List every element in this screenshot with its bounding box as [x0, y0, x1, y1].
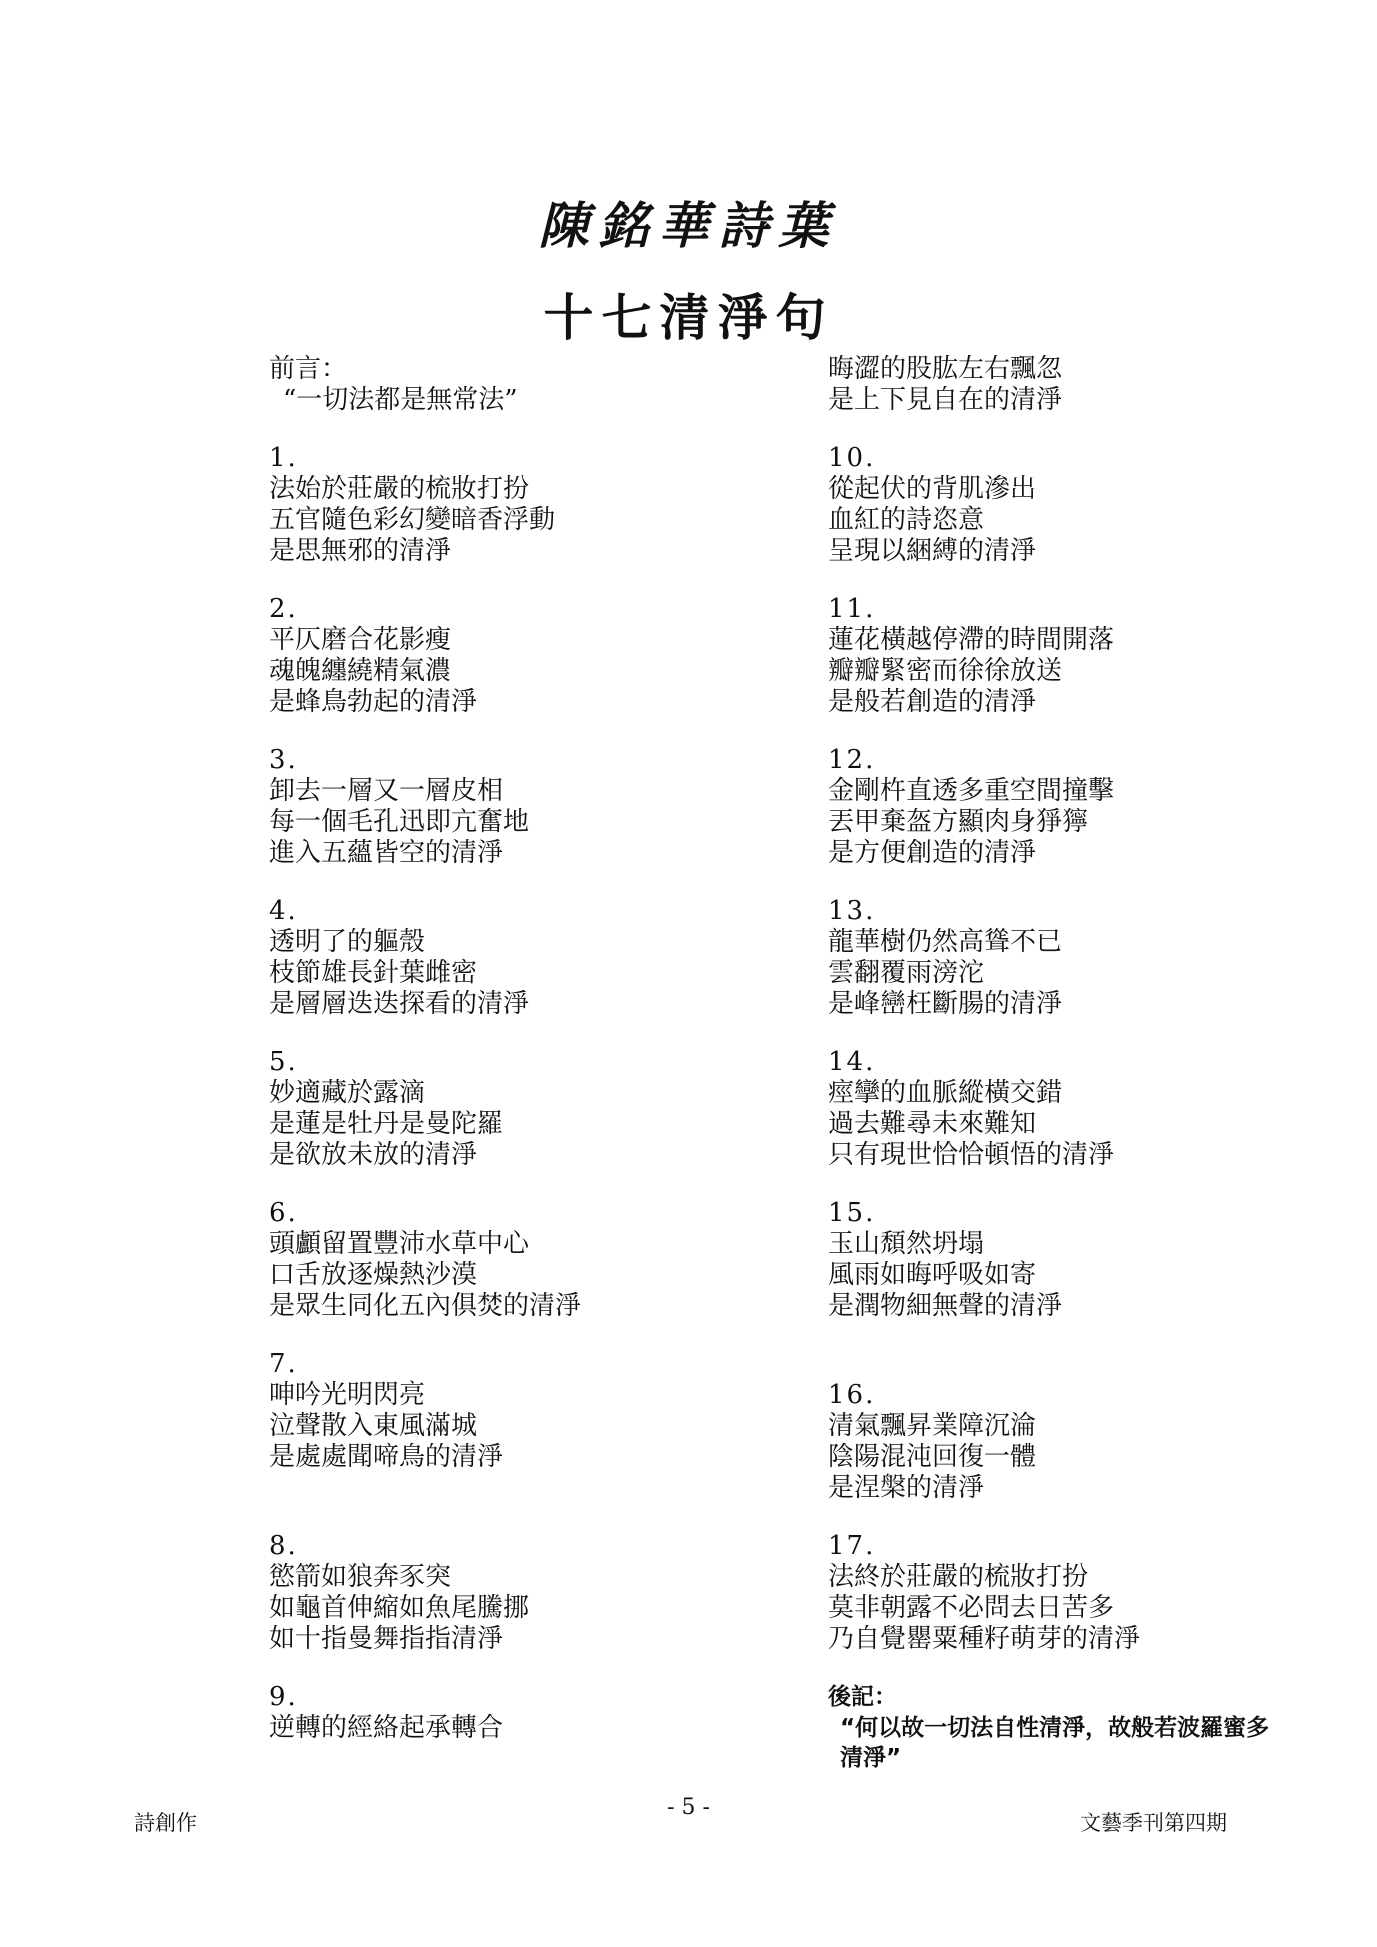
- stanza-number: 11.: [828, 594, 876, 624]
- stanza-number: 3.: [269, 745, 298, 775]
- stanza: [269, 745, 789, 869]
- stanza-line: 每一個毛孔迅即亢奮地: [269, 807, 530, 837]
- stanza-line: 清氣飄昇業障沉淪: [828, 1411, 1037, 1441]
- stanza: [269, 594, 789, 718]
- stanza-line: 陰陽混沌回復一體: [828, 1442, 1037, 1472]
- stanza-line: 呻吟光明閃亮: [269, 1380, 426, 1410]
- stanza-number: 14.: [828, 1047, 876, 1077]
- stanza-line: 是上下見自在的清淨: [828, 385, 1063, 415]
- stanza-line: 妙適藏於露滴: [269, 1078, 426, 1108]
- stanza-line: 進入五蘊皆空的清淨: [269, 838, 504, 868]
- stanza: [828, 443, 1288, 567]
- stanza-line: 玉山頹然坍塌: [828, 1229, 985, 1259]
- left-stanzas: [269, 443, 789, 1744]
- stanza-line: 風雨如晦呼吸如寄: [828, 1260, 1037, 1290]
- stanza-line: 平仄磨合花影瘦: [269, 625, 452, 655]
- stanza-number: 12.: [828, 745, 876, 775]
- stanza: [269, 896, 789, 1020]
- stanza-line: 是峰巒枉斷腸的清淨: [828, 989, 1063, 1019]
- stanza: [269, 1531, 789, 1655]
- afterword-quote: “何以故一切法自性清淨，故般若波羅蜜多清淨”: [840, 1715, 1270, 1771]
- stanza: [828, 745, 1288, 869]
- stanza-number: 10.: [828, 443, 876, 473]
- stanza-line: 雲翻覆雨滂沱: [828, 958, 985, 988]
- stanza-line: 是層層迭迭探看的清淨: [269, 989, 530, 1019]
- stanza-number: 9.: [269, 1682, 298, 1712]
- stanza-number: 16.: [828, 1380, 876, 1410]
- stanza-line: 泣聲散入東風滿城: [269, 1411, 478, 1441]
- stanza-line: 是欲放未放的清淨: [269, 1140, 478, 1170]
- stanza-line: 從起伏的背肌滲出: [828, 474, 1037, 504]
- stanza-line: 痙攣的血脈縱橫交錯: [828, 1078, 1063, 1108]
- stanza: [269, 1198, 789, 1322]
- footer-issue-label: 文藝季刊第四期: [1080, 1811, 1227, 1835]
- stanza-line: 丟甲棄盔方顯肉身猙獰: [828, 807, 1089, 837]
- right-column: [828, 354, 1288, 1773]
- stanza-line: 魂魄纏繞精氣濃: [269, 656, 452, 686]
- stanza-line: 金剛杵直透多重空間撞擊: [828, 776, 1115, 806]
- stanza-line: 乃自覺罌粟種籽萌芽的清淨: [828, 1624, 1141, 1654]
- stanza-line: 是涅槃的清淨: [828, 1473, 985, 1503]
- stanza-line: 晦澀的股肱左右飄忽: [828, 354, 1063, 384]
- stanza: [828, 1531, 1288, 1655]
- stanza-number: 1.: [269, 443, 298, 473]
- left-column: [269, 354, 789, 1744]
- stanza: [269, 1682, 789, 1744]
- afterword-label: 後記：: [828, 1684, 897, 1710]
- right-stanzas: [828, 443, 1288, 1655]
- preface-label: 前言：: [269, 354, 348, 384]
- stanza-number: 8.: [269, 1531, 298, 1561]
- stanza-line: 卸去一層又一層皮相: [269, 776, 504, 806]
- stanza: [828, 896, 1288, 1020]
- stanza-number: 15.: [828, 1198, 876, 1228]
- preface-quote: “一切法都是無常法”: [283, 385, 518, 415]
- stanza-9-continued: [828, 354, 1288, 416]
- preface: [269, 354, 789, 416]
- stanza: [269, 1047, 789, 1171]
- stanza-line: 法終於莊嚴的梳妝打扮: [828, 1562, 1089, 1592]
- stanza-line: 枝節雄長針葉雌密: [269, 958, 478, 988]
- stanza-line: 過去難尋未來難知: [828, 1109, 1037, 1139]
- stanza-number: 13.: [828, 896, 876, 926]
- footer-section-label: 詩創作: [134, 1811, 197, 1835]
- stanza-line: 如十指曼舞指指清淨: [269, 1624, 504, 1654]
- stanza-line: 莫非朝露不必問去日苦多: [828, 1593, 1115, 1623]
- stanza-line: 頭顱留置豐沛水草中心: [269, 1229, 530, 1259]
- stanza-line: 口舌放逐燥熱沙漠: [269, 1260, 478, 1290]
- stanza-number: 17.: [828, 1531, 876, 1561]
- stanza-line: 如龜首伸縮如魚尾騰挪: [269, 1593, 530, 1623]
- stanza-line: 慾箭如狼奔豕突: [269, 1562, 452, 1592]
- afterword: [828, 1682, 1288, 1773]
- stanza-line: 瓣瓣緊密而徐徐放送: [828, 656, 1063, 686]
- stanza-line: 龍華樹仍然高聳不已: [828, 927, 1063, 957]
- stanza-number: 5.: [269, 1047, 298, 1077]
- stanza-line: 法始於莊嚴的梳妝打扮: [269, 474, 530, 504]
- stanza-line: 血紅的詩恣意: [828, 505, 985, 535]
- stanza-line: 是般若創造的清淨: [828, 687, 1037, 717]
- stanza-number: 7.: [269, 1349, 298, 1379]
- stanza-line: 是蜂鳥勃起的清淨: [269, 687, 478, 717]
- stanza: [828, 1047, 1288, 1171]
- stanza: [269, 443, 789, 567]
- stanza-number: 4.: [269, 896, 298, 926]
- page-number: - 5 -: [667, 1795, 710, 1820]
- stanza-line: 呈現以綑縛的清淨: [828, 536, 1037, 566]
- stanza-line: 是潤物細無聲的清淨: [828, 1291, 1063, 1321]
- series-title: 陳銘華詩葉: [538, 196, 839, 255]
- stanza-line: 是蓮是牡丹是曼陀羅: [269, 1109, 504, 1139]
- stanza-line: 透明了的軀殼: [269, 927, 426, 957]
- stanza-line: 蓮花橫越停滯的時間開落: [828, 625, 1115, 655]
- stanza: [828, 594, 1288, 718]
- stanza-line: 是思無邪的清淨: [269, 536, 452, 566]
- stanza-line: 是處處聞啼鳥的清淨: [269, 1442, 504, 1472]
- stanza-line: 是眾生同化五內俱焚的清淨: [269, 1291, 582, 1321]
- stanza: [828, 1198, 1288, 1322]
- stanza-number: 2.: [269, 594, 298, 624]
- poem-title: 十七清淨句: [543, 289, 834, 347]
- stanza: [828, 1380, 1288, 1504]
- stanza-line: 只有現世恰恰頓悟的清淨: [828, 1140, 1115, 1170]
- stanza-line: 逆轉的經絡起承轉合: [269, 1713, 504, 1743]
- stanza: [269, 1349, 789, 1473]
- stanza-line: 是方便創造的清淨: [828, 838, 1037, 868]
- stanza-line: 五官隨色彩幻變暗香浮動: [269, 505, 556, 535]
- stanza-number: 6.: [269, 1198, 298, 1228]
